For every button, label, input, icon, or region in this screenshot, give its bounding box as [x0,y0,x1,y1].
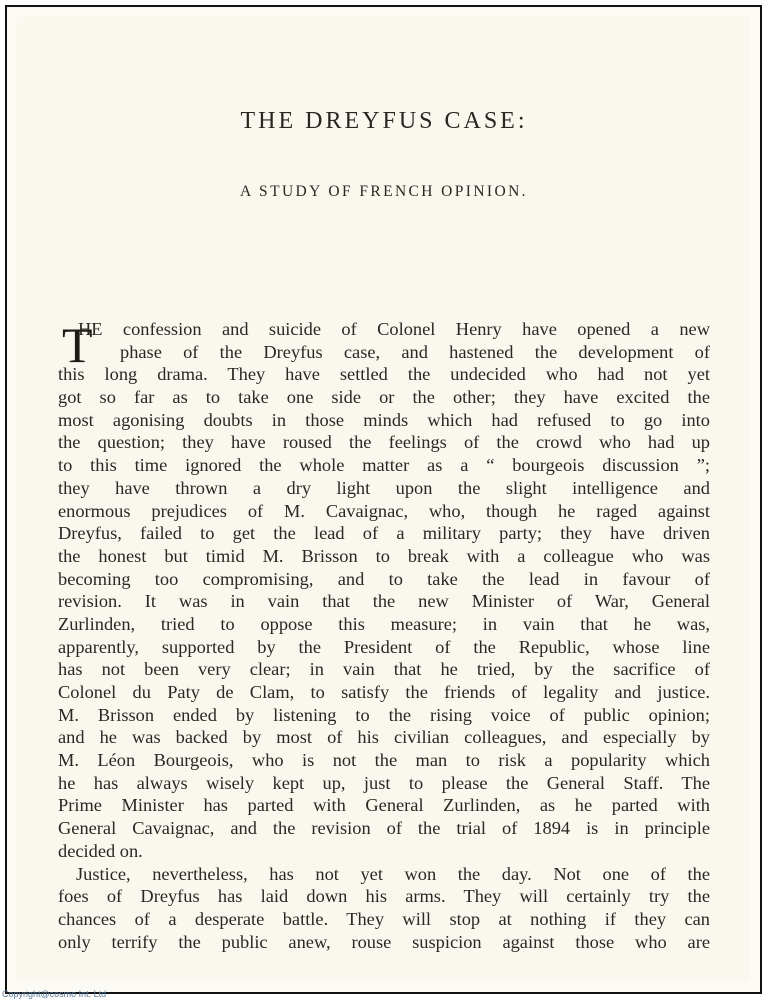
text-line: enormous prejudices of M. Cavaignac, who, though he raged against [58,500,710,521]
text-line: they have thrown a dry light upon the slight intelligence and [58,477,710,498]
text-line: M. Léon Bourgeois, who is not the man to risk a popularity which [58,750,710,771]
text-line: becoming too compromising, and to take the lead in favour of [58,568,710,589]
text-line: the question; they have roused the feelings of the crowd who had up [58,432,710,453]
text-line: phase of the Dreyfus case, and hastened the development of [120,341,710,362]
text-line: the honest but timid M. Brisson to break with a colleague who was [58,545,710,566]
text-line: Justice, nevertheless, has not yet won the day. Not one of the [76,863,710,884]
text-line: decided on. [58,840,143,861]
document-subtitle: A STUDY OF FRENCH OPINION. [240,183,528,200]
text-line: apparently, supported by the President of the Republic, whose line [58,636,710,657]
text-line: General Cavaignac, and the revision of the trial of 1894 is in principle [58,818,710,839]
text-line: this long drama. They have settled the undecided who had not yet [58,364,710,385]
text-line: foes of Dreyfus has laid down his arms. They will certainly try the [58,886,710,907]
text-line: HE confession and suicide of Colonel Henry have opened a new [78,319,710,339]
text-line: Colonel du Paty de Clam, to satisfy the friends of legality and justice. [58,682,710,702]
text-line: only terrify the public anew, rouse suspicion against those who are [58,931,710,952]
text-line: Zurlinden, tried to oppose this measure; in vain that he was, [58,613,710,634]
text-line: to this time ignored the whole matter as a “ bourgeois discussion ”; [58,455,710,476]
drop-cap: T [62,317,93,373]
text-line: Dreyfus, failed to get the lead of a military party; they have driven [58,523,710,544]
text-line: chances of a desperate battle. They will stop at nothing if they can [58,908,710,929]
text-line: he has always wisely kept up, just to please the General Staff. The [58,772,710,793]
text-line: has not been very clear; in vain that he tried, by the sacrifice of [58,659,710,680]
text-line: most agonising doubts in those minds which had refused to go into [58,409,710,430]
text-line: Prime Minister has parted with General Zurlinden, as he parted with [58,795,710,816]
text-line: and he was backed by most of his civilian colleagues, and especially by [58,727,710,748]
body-text [58,318,710,953]
text-line: M. Brisson ended by listening to the rising voice of public opinion; [58,704,710,725]
text-line: revision. It was in vain that the new Minister of War, General [58,591,710,612]
text-line: got so far as to take one side or the other; they have excited the [58,387,710,408]
copyright-notice: Copyright@cosmo Int. Ltd [2,989,107,999]
document-title: THE DREYFUS CASE: [240,108,528,134]
